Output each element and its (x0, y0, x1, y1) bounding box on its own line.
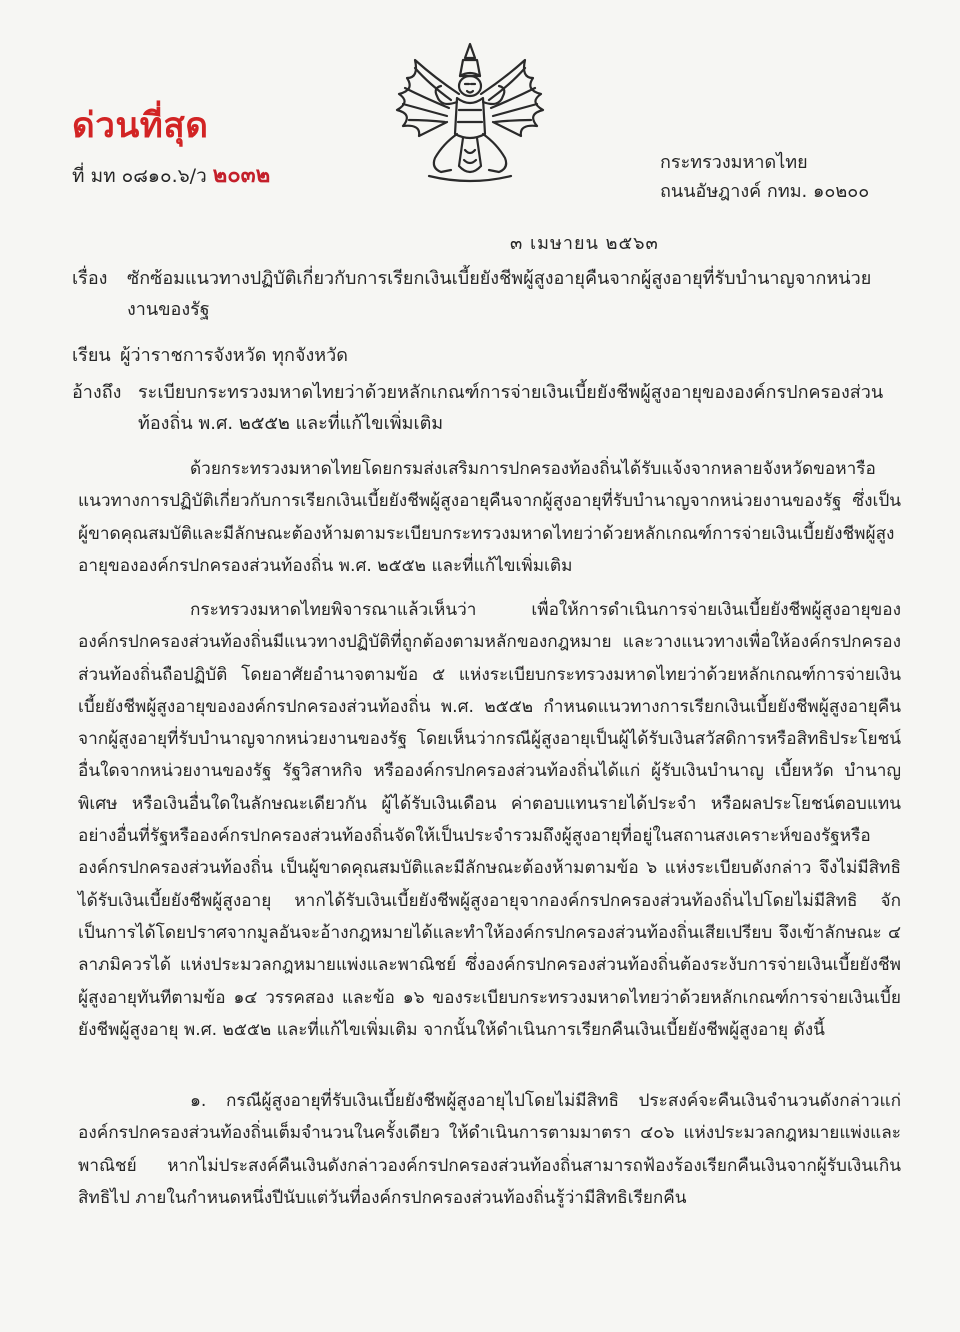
organization-name: กระทรวงมหาดไทย (660, 152, 808, 173)
letter-date: ๓ เมษายน ๒๕๖๓ (510, 233, 659, 254)
organization-address: ถนนอัษฎางค์ กทม. ๑๐๒๐๐ (660, 181, 870, 202)
reference-text: ระเบียบกระทรวงมหาดไทยว่าด้วยหลักเกณฑ์การจ่ายเงินเบี้ยยังชีพผู้สูงอายุขององค์กรปกครองส่วนท้องถิ่น พ.ศ. ๒๕๕๒ และที่แก้ไขเพิ่มเติม (138, 382, 884, 434)
recipient-text: ผู้ว่าราชการจังหวัด ทุกจังหวัด (120, 345, 348, 366)
body-paragraph-2: กระทรวงมหาดไทยพิจารณาแล้วเห็นว่า เพื่อให้การดำเนินการจ่ายเงินเบี้ยยังชีพผู้สูงอายุขององค์กรปกครองส่วนท้องถิ่นมีแนวทางปฏิบัติที่ถูกต้องตามหลักของกฎหมาย และวางแนวทางเพื่อให้องค์กรปกครองส่วนท้องถิ่นถือปฏิบัติ โดยอาศัยอำนาจตามข้อ ๕ แห่งระเบียบกระทรวงมหาดไทยว่าด้วยหลักเกณฑ์การจ่ายเงินเบี้ยยังชีพผู้สูงอายุขององค์กรปกครองส่วนท้องถิ่น พ.ศ. ๒๕๕๒ กำหนดแนวทางการเรียกเงินเบี้ยยังชีพผู้สูงอายุคืนจากผู้สูงอายุที่รับบำนาญจากหน่วยงานของรัฐ โดยเห็นว่ากรณีผู้สูงอายุเป็นผู้ได้รับเงินสวัสดิการหรือสิทธิประโยชน์อื่นใดจากหน่วยงานของรัฐ รัฐวิสาหกิจ หรือองค์กรปกครองส่วนท้องถิ่นได้แก่ ผู้รับเงินบำนาญ เบี้ยหวัด บำนาญพิเศษ หรือเงินอื่นใดในลักษณะเดียวกัน ผู้ได้รับเงินเดือน ค่าตอบแทนรายได้ประจำ หรือผลประโยชน์ตอบแทนอย่างอื่นที่รัฐหรือองค์กรปกครองส่วนท้องถิ่นจัดให้เป็นประจำรวมถึงผู้สูงอายุที่อยู่ในสถานสงเคราะห์ของรัฐหรือองค์กรปกครองส่วนท้องถิ่น เป็นผู้ขาดคุณสมบัติและมีลักษณะต้องห้ามตามข้อ ๖ แห่งระเบียบดังกล่าว จึงไม่มีสิทธิได้รับเงินเบี้ยยังชีพผู้สูงอายุ หากได้รับเงินเบี้ยยังชีพผู้สูงอายุจากองค์กรปกครองส่วนท้องถิ่นไปโดยไม่มีสิทธิ จักเป็นการได้โดยปราศจากมูลอันจะอ้างกฎหมายได้และทำให้องค์กรปกครองส่วนท้องถิ่นเสียเปรียบ จึงเข้าลักษณะ ๔ ลาภมิควรได้ แห่งประมวลกฎหมายแพ่งและพาณิชย์ ซึ่งองค์กรปกครองส่วนท้องถิ่นต้องระงับการจ่ายเงินเบี้ยยังชีพผู้สูงอายุทันทีตามข้อ ๑๔ วรรคสอง และข้อ ๑๖ ของระเบียบกระทรวงมหาดไทยว่าด้วยหลักเกณฑ์การจ่ายเงินเบี้ยยังชีพผู้สูงอายุ พ.ศ. ๒๕๕๒ และที่แก้ไขเพิ่มเติม จากนั้นให้ดำเนินการเรียกคืนเงินเบี้ยยังชีพผู้สูงอายุ ดังนี้ (78, 600, 901, 1040)
document-number-line (72, 157, 270, 192)
document-number-prefix: ที่ มท ๐๘๑๐.๖/ว (72, 165, 207, 187)
subject-text: ซักซ้อมแนวทางปฏิบัติเกี่ยวกับการเรียกเงินเบี้ยยังชีพผู้สูงอายุคืนจากผู้สูงอายุที่รับบำนาญจากหน่วยงานของรัฐ (127, 268, 872, 320)
garuda-emblem-icon (385, 38, 555, 188)
issuing-organization (660, 148, 869, 206)
body-paragraph-1: ด้วยกระทรวงมหาดไทยโดยกรมส่งเสริมการปกครองท้องถิ่นได้รับแจ้งจากหลายจังหวัดขอหารือแนวทางการปฏิบัติเกี่ยวกับการเรียกเงินเบี้ยยังชีพผู้สูงอายุคืนจากผู้สูงอายุที่รับบำนาญจากหน่วยงานของรัฐ ซึ่งเป็นผู้ขาดคุณสมบัติและมีลักษณะต้องห้ามตามระเบียบกระทรวงมหาดไทยว่าด้วยหลักเกณฑ์การจ่ายเงินเบี้ยยังชีพผู้สูงอายุขององค์กรปกครองส่วนท้องถิ่น พ.ศ. ๒๕๕๒ และที่แก้ไขเพิ่มเติม (78, 459, 901, 576)
body-paragraph-3: ๑. กรณีผู้สูงอายุที่รับเงินเบี้ยยังชีพผู้สูงอายุไปโดยไม่มีสิทธิ ประสงค์จะคืนเงินจำนวนดังกล่าวแก่องค์กรปกครองส่วนท้องถิ่นเต็มจำนวนในครั้งเดียว ให้ดำเนินการตามมาตรา ๔๐๖ แห่งประมวลกฎหมายแพ่งและพาณิชย์ หากไม่ประสงค์คืนเงินดังกล่าวองค์กรปกครองส่วนท้องถิ่นสามารถฟ้องร้องเรียกคืนเงินจากผู้รับเงินเกินสิทธิไป ภายในกำหนดหนึ่งปีนับแต่วันที่องค์กรปกครองส่วนท้องถิ่นรู้ว่ามีสิทธิเรียกคืน (78, 1091, 901, 1208)
subject-label: เรื่อง (72, 268, 108, 289)
urgency-stamp: ด่วนที่สุด (72, 106, 209, 146)
document-number: ๒๐๓๒ (212, 163, 271, 188)
reference-label: อ้างถึง (72, 382, 122, 403)
recipient-label: เรียน (72, 345, 111, 366)
